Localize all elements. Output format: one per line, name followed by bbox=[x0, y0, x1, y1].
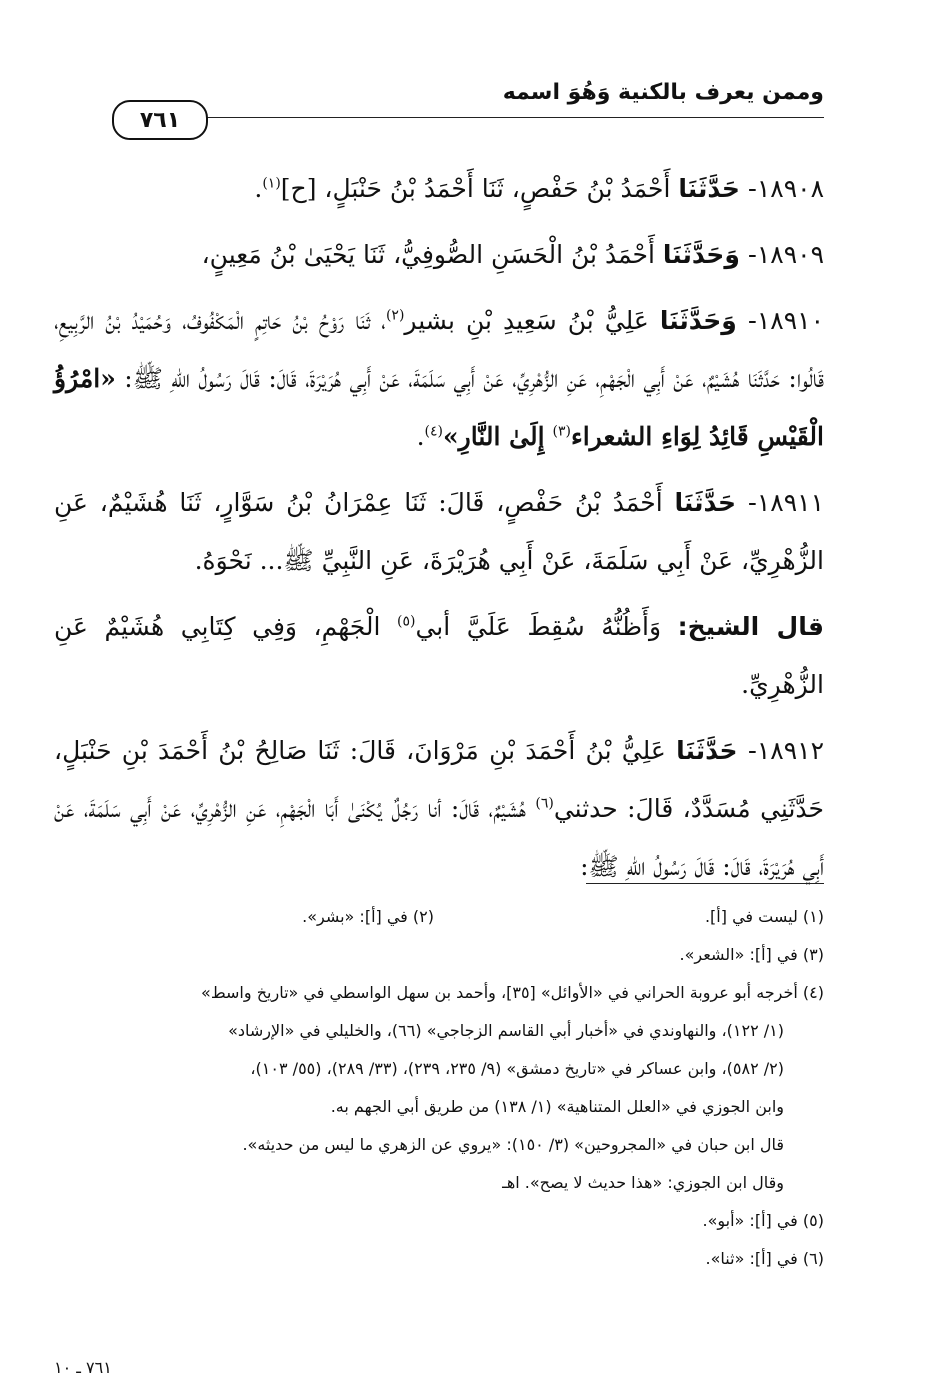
hadith-paragraph-18911 bbox=[54, 474, 824, 590]
footnote-4-line: (١/ ١٢٢)، والنهاوندي في «أخبار أبي القاسم الزجاجي» (٦٦)، والخليلي في «الإرشاد» bbox=[228, 1021, 784, 1040]
paragraph-text: أَحْمَدُ بْنُ الْحَسَنِ الصُّوفِيُّ، ثَنَا يَحْيَىٰ بْنُ مَعِينٍ، bbox=[201, 240, 655, 269]
hadith-text: «امْرُؤُ الْقَيْسِ قَائِدُ لِوَاءِ الشعراء bbox=[54, 364, 824, 451]
hadith-paragraph-18908 bbox=[54, 160, 824, 218]
paragraph-end: . bbox=[416, 422, 425, 451]
paragraph-text: عَلِيُّ بْنُ أَحْمَدَ بْنِ مَرْوَانَ، قَالَ: ثَنَا صَالِحُ بْنُ أَحْمَدَ بْنِ حَنْبَلٍ، حَدَّثَنِي مُسَدَّدٌ، قَالَ: حدثني bbox=[54, 736, 824, 823]
footnote-4-line: وقال ابن الجوزي: «هذا حديث لا يصح». اهـ bbox=[502, 1173, 784, 1192]
footnote-ref: (٣) bbox=[552, 423, 571, 440]
page-number: ٧٦١ bbox=[139, 107, 181, 133]
footnote-separator bbox=[586, 883, 824, 884]
footnote-row bbox=[54, 898, 824, 936]
footnote-ref: (١) bbox=[262, 175, 281, 192]
printer-signature: ٧٦١ ـ ١٠ bbox=[54, 1358, 112, 1377]
narration-keyword: وَحَدَّثَنَا bbox=[659, 306, 737, 335]
footnote-3: (٣) في [أ]: «الشعر». bbox=[679, 945, 824, 964]
hadith-number: ١٨٩٠٩- bbox=[747, 240, 824, 269]
hadith-paragraph-18909 bbox=[54, 226, 824, 284]
footnotes bbox=[54, 898, 824, 1278]
footnote-ref: (٦) bbox=[535, 795, 554, 812]
running-title: وممن يعرف بالكنية وَهُوَ اسمه bbox=[502, 80, 824, 105]
page-number-badge bbox=[112, 100, 208, 140]
hadith-number: ١٨٩١٢- bbox=[747, 736, 824, 765]
sheikh-label: قال الشيخ: bbox=[677, 612, 824, 641]
hadith-number: ١٨٩١١- bbox=[747, 488, 824, 517]
header-rule bbox=[200, 117, 824, 118]
paragraph-text: وَأَظُنُّهُ سُقِطَ عَلَيَّ أبي bbox=[415, 612, 662, 641]
paragraph-text: هُشَيْمٌ، قَالَ: أنا رَجُلٌ يُكْنَىٰ أَبَا الْجَهْمِ، عَنِ الزُّهْرِيِّ، عَنْ أَبِي سَلَمَةَ، عَنْ أَبِي هُرَيْرَةَ، قَالَ: قَالَ رَسُولُ اللهِ ﷺ: bbox=[54, 794, 824, 881]
hadith-number: ١٨٩١٠- bbox=[747, 306, 824, 335]
hadith-paragraph-18910 bbox=[54, 292, 824, 466]
paragraph-text: الْجَهْمِ، وَفِي كِتَابِي هُشَيْمٌ عَنِ الزُّهْرِيِّ. bbox=[54, 612, 824, 699]
footnote-5: (٥) في [أ]: «أبو». bbox=[702, 1211, 824, 1230]
paragraph-text: عَلِيُّ بْنُ سَعِيدِ بْنِ بشير bbox=[404, 306, 649, 335]
paragraph-text: أَحْمَدُ بْنُ حَفْصٍ، ثَنَا أَحْمَدُ بْنُ حَنْبَلٍ، [ح] bbox=[280, 174, 671, 203]
footnote-ref: (٥) bbox=[397, 613, 416, 630]
footnote-2: (٢) في [أ]: «بشر». bbox=[302, 907, 434, 926]
footnote-4-line: قال ابن حبان في «المجروحين» (٣/ ١٥٠): «يروي عن الزهري ما ليس من حديثه». bbox=[242, 1135, 784, 1154]
narration-keyword: حَدَّثَنَا bbox=[676, 736, 738, 765]
narration-keyword: وَحَدَّثَنَا bbox=[662, 240, 740, 269]
footnote-ref: (٢) bbox=[385, 307, 405, 324]
hadith-paragraph-18912 bbox=[54, 722, 824, 896]
paragraph-end: . bbox=[254, 174, 263, 203]
footnote-ref: (٤) bbox=[424, 423, 443, 440]
hadith-text: إِلَىٰ النَّارِ» bbox=[443, 422, 545, 451]
paragraph-text: أَحْمَدُ بْنُ حَفْصٍ، قَالَ: ثَنَا عِمْرَانُ بْنُ سَوَّارٍ، ثَنَا هُشَيْمٌ، عَنِ الزُّهْرِيِّ، عَنْ أَبِي سَلَمَةَ، عَنْ أَبِي هُرَيْرَةَ، عَنِ النَّبِيِّ ﷺ... نَحْوَهُ. bbox=[54, 488, 824, 575]
sheikh-note bbox=[54, 598, 824, 714]
footnote-1: (١) ليست في [أ]. bbox=[704, 907, 824, 926]
main-text bbox=[54, 160, 824, 904]
footnote-4-line: (٢/ ٥٨٢)، وابن عساكر في «تاريخ دمشق» (٩/ ٢٣٥، ٢٣٩)، (٣٣/ ٢٨٩)، (٥٥/ ١٠٣)، bbox=[250, 1059, 784, 1078]
footnote-4: (٤) أخرجه أبو عروبة الحراني في «الأوائل» [٣٥]، وأحمد بن سهل الواسطي في «تاريخ واسط» bbox=[201, 983, 824, 1002]
narration-keyword: حَدَّثَنَا bbox=[674, 488, 736, 517]
footnote-6: (٦) في [أ]: «ثنا». bbox=[705, 1249, 824, 1268]
footnote-4-line: وابن الجوزي في «العلل المتناهية» (١/ ١٣٨) من طريق أبي الجهم به. bbox=[330, 1097, 784, 1116]
narration-keyword: حَدَّثَنَا bbox=[678, 174, 740, 203]
paragraph-text: ، ثَنَا رَوْحُ بْنُ حَاتِمٍ الْمَكْفُوفُ، وَحُمَيْدُ بْنُ الرَّبِيعِ، قَالُوا: حَدَّثَنَا هُشَيْمٌ، عَنْ أَبِي الْجَهْمِ، عَنِ الزُّهْرِيِّ، عَنْ أَبِي سَلَمَةَ، عَنْ أَبِي هُرَيْرَةَ، قَالَ: قَالَ رَسُولُ اللهِ ﷺ: bbox=[54, 306, 824, 393]
hadith-number: ١٨٩٠٨- bbox=[747, 174, 824, 203]
